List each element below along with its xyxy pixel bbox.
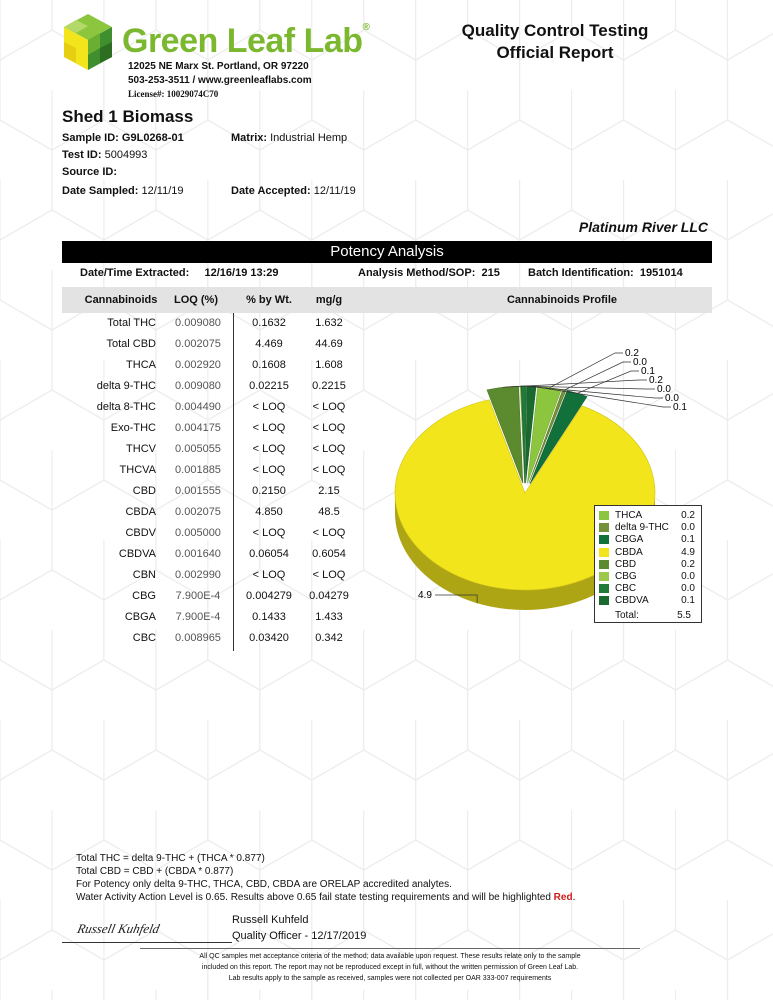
legend-label: CBC xyxy=(615,583,637,595)
legend-entry xyxy=(599,534,699,545)
table-row xyxy=(62,460,362,481)
pie-leader-line xyxy=(564,362,631,390)
cell-mg: < LOQ xyxy=(312,401,346,413)
lab-license: License#: 10029074C70 xyxy=(128,89,219,99)
legend-swatch xyxy=(599,596,609,605)
legend-label: CBG xyxy=(615,571,637,582)
report-title-line1: Quality Control Testing xyxy=(461,21,649,40)
legend-value: 0.0 xyxy=(681,522,695,534)
pie-data-label: 0.0 xyxy=(633,357,647,368)
pie-data-label: 0.2 xyxy=(649,375,663,386)
note-total-cbd: Total CBD = CBD + (CBDA * 0.877) xyxy=(76,866,234,877)
legend-entry xyxy=(599,583,699,594)
legend-entry xyxy=(599,571,699,582)
col-header-pct: % by Wt. xyxy=(246,294,292,306)
legend-entry xyxy=(599,522,699,533)
disclaimer-line2: included on this report. The report may not be reproduced except in full, without the written permission of Green Leaf Lab. xyxy=(201,964,579,971)
cell-loq: 0.002920 xyxy=(175,359,221,371)
note-water-activity: Water Activity Action Level is 0.65. Results above 0.65 fail state testing requirements and will be highlighted Red. xyxy=(76,892,576,903)
pie-leader-line xyxy=(550,353,623,388)
cell-pct: 0.06054 xyxy=(249,548,289,560)
table-row xyxy=(62,544,362,565)
legend-swatch xyxy=(599,572,609,581)
legend-value: 4.9 xyxy=(681,546,695,558)
officer-name: Russell Kuhfeld xyxy=(232,914,309,926)
batch-id: Batch Identification: 1951014 xyxy=(528,267,683,279)
cell-pct: 0.1433 xyxy=(252,611,286,623)
cell-cannabinoid: delta 8-THC xyxy=(96,401,156,413)
matrix: Matrix: Industrial Hemp xyxy=(231,132,348,144)
legend-label: THCA xyxy=(615,510,643,521)
cell-loq: 0.005000 xyxy=(175,527,221,539)
legend-entry xyxy=(599,547,699,558)
cell-pct: 4.469 xyxy=(255,338,283,350)
svg-text:Russell Kuhfeld: Russell Kuhfeld xyxy=(76,921,161,936)
source-id: Source ID: xyxy=(62,166,118,178)
cell-pct: < LOQ xyxy=(252,527,286,539)
cell-cannabinoid: CBN xyxy=(132,569,156,581)
cell-mg: 1.433 xyxy=(315,611,343,623)
cell-cannabinoid: Exo-THC xyxy=(110,422,156,434)
cell-loq: 7.900E-4 xyxy=(175,611,221,623)
footer-rule xyxy=(140,948,640,949)
potency-section-title: Potency Analysis xyxy=(62,241,712,263)
col-header-loq: LOQ (%) xyxy=(174,294,218,306)
table-row xyxy=(62,397,362,418)
cell-loq: 0.008965 xyxy=(175,632,221,644)
legend-swatch xyxy=(599,523,609,532)
cell-mg: 44.69 xyxy=(315,338,343,350)
pie-data-label: 0.0 xyxy=(665,393,679,404)
cell-cannabinoid: CBDV xyxy=(125,527,156,539)
legend-swatch xyxy=(599,548,609,557)
legend-label: CBGA xyxy=(615,534,644,546)
legend-label: CBD xyxy=(615,558,637,570)
legend-entry xyxy=(599,510,699,521)
cell-mg: 1.608 xyxy=(315,359,343,371)
table-row xyxy=(62,523,362,544)
analysis-method: Analysis Method/SOP: 215 xyxy=(358,267,500,279)
cell-mg: < LOQ xyxy=(312,464,346,476)
cell-pct: 0.1632 xyxy=(252,317,286,329)
table-row xyxy=(62,607,362,628)
extracted-datetime: Date/Time Extracted: 12/16/19 13:29 xyxy=(80,267,279,279)
legend-swatch xyxy=(599,535,609,544)
cell-mg: 48.5 xyxy=(318,506,340,518)
table-row xyxy=(62,439,362,460)
legend-entry xyxy=(599,559,699,570)
cell-loq: 0.004175 xyxy=(175,422,221,434)
cell-mg: 1.632 xyxy=(315,317,343,329)
footnotes xyxy=(76,852,575,904)
legend-total-value: 5.5 xyxy=(677,609,691,621)
legend-total-label: Total: xyxy=(615,609,639,621)
logo-wordmark: Green Leaf Lab® xyxy=(122,22,370,60)
pie-data-label: 0.1 xyxy=(673,402,687,413)
signature-image xyxy=(76,917,226,941)
table-row xyxy=(62,628,362,649)
cell-mg: 0.2215 xyxy=(312,380,346,392)
pie-legend xyxy=(594,505,702,623)
table-row xyxy=(62,565,362,586)
table-row xyxy=(62,313,362,334)
cell-cannabinoid: delta 9-THC xyxy=(96,380,156,392)
cell-loq: 0.002075 xyxy=(175,506,221,518)
cell-cannabinoid: THCV xyxy=(126,443,156,455)
col-header-mg: mg/g xyxy=(315,294,343,306)
col-header-cannabinoids: Cannabinoids xyxy=(84,294,158,306)
sample-name: Shed 1 Biomass xyxy=(62,107,194,126)
legend-value: 0.1 xyxy=(681,534,695,546)
legend-entry xyxy=(599,595,699,606)
cell-cannabinoid: THCA xyxy=(126,359,156,371)
cell-pct: < LOQ xyxy=(252,464,286,476)
cell-cannabinoid: Total THC xyxy=(107,317,156,329)
legend-label: CBDVA xyxy=(615,595,649,607)
legend-label: delta 9-THC xyxy=(615,522,669,534)
cell-loq: 0.004490 xyxy=(175,401,221,413)
legend-value: 0.0 xyxy=(681,583,695,595)
legend-total xyxy=(615,610,695,621)
cell-pct: 0.2150 xyxy=(252,485,286,497)
cell-cannabinoid: Total CBD xyxy=(106,338,156,350)
disclaimer xyxy=(120,951,660,984)
cell-loq: 0.002075 xyxy=(175,338,221,350)
pie-data-label: 4.9 xyxy=(418,590,432,601)
table-row xyxy=(62,418,362,439)
cell-mg: < LOQ xyxy=(312,569,346,581)
profile-header: Cannabinoids Profile xyxy=(506,294,617,306)
cell-pct: 0.1608 xyxy=(252,359,286,371)
pie-data-label: 0.1 xyxy=(641,366,655,377)
table-row xyxy=(62,481,362,502)
legend-swatch xyxy=(599,560,609,569)
pie-data-label: 0.0 xyxy=(657,384,671,395)
legend-swatch xyxy=(599,511,609,520)
table-row xyxy=(62,586,362,607)
cell-pct: 0.004279 xyxy=(246,590,292,602)
officer-title: Quality Officer - 12/17/2019 xyxy=(232,930,367,942)
test-id: Test ID: 5004993 xyxy=(62,149,148,161)
report-title-line2: Official Report xyxy=(496,43,614,62)
cell-cannabinoid: CBG xyxy=(132,590,156,602)
cell-loq: 0.001885 xyxy=(175,464,221,476)
pie-leader-line xyxy=(577,371,639,393)
cell-loq: 0.005055 xyxy=(175,443,221,455)
table-header xyxy=(62,287,712,313)
disclaimer-line3: Lab results apply to the sample as received, samples were not collected per OAR 333-007 requirements xyxy=(228,975,552,982)
cell-pct: < LOQ xyxy=(252,443,286,455)
cell-cannabinoid: CBDA xyxy=(125,506,156,518)
cell-pct: < LOQ xyxy=(252,569,286,581)
legend-value: 0.0 xyxy=(681,571,695,582)
cell-mg: < LOQ xyxy=(312,527,346,539)
cell-pct: 0.02215 xyxy=(249,380,289,392)
cell-cannabinoid: CBGA xyxy=(124,611,156,623)
cell-mg: 0.342 xyxy=(315,632,343,644)
cell-loq: 0.002990 xyxy=(175,569,221,581)
cell-mg: 0.6054 xyxy=(312,548,346,560)
cell-cannabinoid: CBDVA xyxy=(118,548,156,560)
legend-swatch xyxy=(599,584,609,593)
cell-pct: < LOQ xyxy=(252,422,286,434)
cell-pct: 4.850 xyxy=(255,506,283,518)
table-row xyxy=(62,355,362,376)
signature-line xyxy=(62,942,232,943)
cell-loq: 0.009080 xyxy=(175,380,221,392)
cell-mg: < LOQ xyxy=(312,443,346,455)
logo-cube-icon xyxy=(60,12,116,74)
cell-mg: 2.15 xyxy=(318,485,340,497)
cell-mg: 0.04279 xyxy=(309,590,349,602)
cell-cannabinoid: THCVA xyxy=(119,464,156,476)
cell-cannabinoid: CBC xyxy=(132,632,156,644)
table-row xyxy=(62,334,362,355)
cell-pct: 0.03420 xyxy=(249,632,289,644)
date-sampled: Date Sampled: 12/11/19 xyxy=(62,185,184,197)
cell-cannabinoid: CBD xyxy=(132,485,156,497)
cell-loq: 0.001555 xyxy=(175,485,221,497)
legend-label: CBDA xyxy=(615,546,643,558)
cell-loq: 7.900E-4 xyxy=(175,590,221,602)
table-row xyxy=(62,502,362,523)
cell-pct: < LOQ xyxy=(252,401,286,413)
cell-loq: 0.001640 xyxy=(175,548,221,560)
sample-id: Sample ID: G9L0268-01 xyxy=(62,132,184,144)
legend-value: 0.2 xyxy=(681,510,695,521)
disclaimer-line1: All QC samples met acceptance criteria of the method; data available upon request. These results relate only to the sample xyxy=(199,953,581,960)
note-total-thc: Total THC = delta 9-THC + (THCA * 0.877) xyxy=(76,853,265,864)
date-accepted: Date Accepted: 12/11/19 xyxy=(231,185,356,197)
pie-data-label: 0.2 xyxy=(625,348,639,359)
note-orelap: For Potency only delta 9-THC, THCA, CBD, CBDA are ORELAP accredited analytes. xyxy=(76,879,452,890)
cell-loq: 0.009080 xyxy=(175,317,221,329)
lab-address: 12025 NE Marx St. Portland, OR 97220 xyxy=(128,61,309,72)
cell-mg: < LOQ xyxy=(312,422,346,434)
table-row xyxy=(62,376,362,397)
quality-officer xyxy=(232,912,366,944)
client-name: Platinum River LLC xyxy=(578,219,708,235)
lab-phone-web: 503-253-3511 / www.greenleaflabs.com xyxy=(128,75,312,86)
legend-value: 0.2 xyxy=(681,558,695,570)
legend-value: 0.1 xyxy=(681,595,695,607)
